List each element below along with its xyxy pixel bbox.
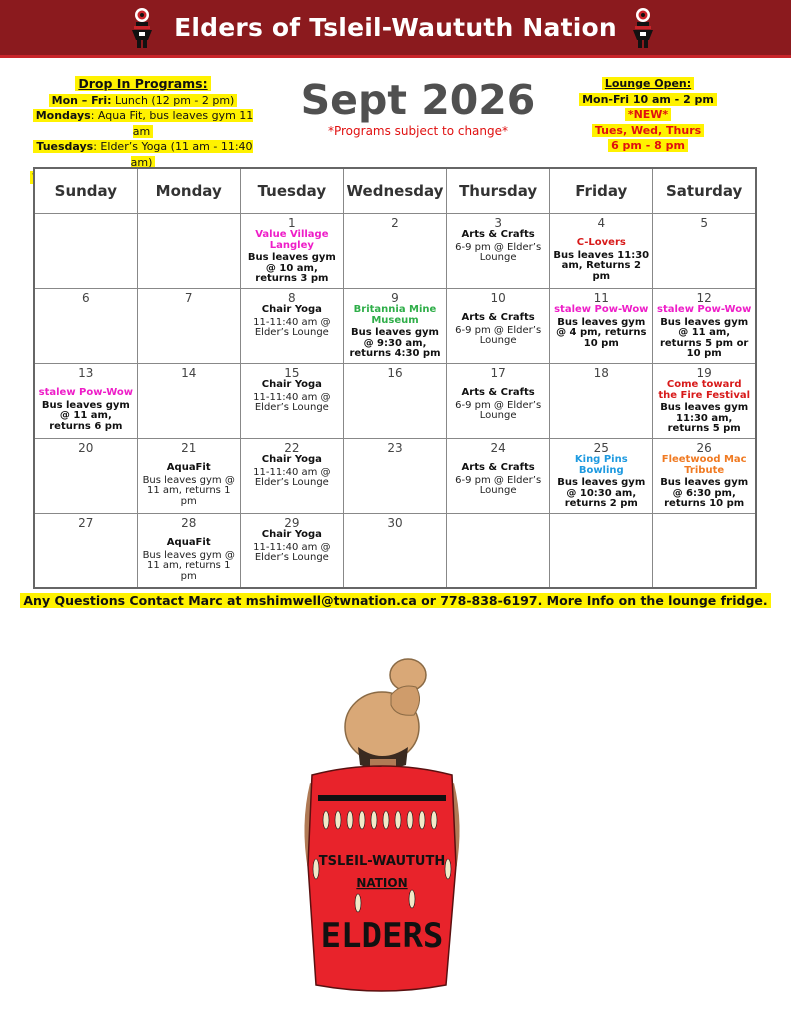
drop-in-label: Tuesdays — [36, 140, 94, 153]
calendar-day-cell — [137, 288, 240, 363]
day-header-saturday: Saturday — [653, 168, 756, 213]
event-detail: 6-9 pm @ Elder’s Lounge — [455, 474, 542, 496]
day-number: 30 — [387, 515, 403, 530]
day-number: 27 — [78, 515, 94, 530]
calendar-day-cell — [240, 288, 343, 363]
event-title: Chair Yoga — [261, 454, 322, 465]
event-title: AquaFit — [166, 462, 211, 473]
calendar-week — [34, 513, 756, 588]
day-number: 10 — [490, 290, 506, 305]
drop-in-label: Mondays — [35, 109, 91, 122]
calendar-day-cell — [137, 513, 240, 588]
event-title: Chair Yoga — [261, 304, 322, 315]
calendar-day-cell — [653, 288, 756, 363]
day-number: 15 — [284, 365, 300, 380]
day-number: 20 — [78, 440, 94, 455]
day-header-friday: Friday — [550, 168, 653, 213]
day-number: 1 — [288, 215, 296, 230]
day-header-sunday: Sunday — [34, 168, 137, 213]
page-title: Elders of Tsleil-Waututh Nation — [174, 13, 617, 42]
day-number: 29 — [284, 515, 300, 530]
event-title: Fleetwood Mac Tribute — [661, 454, 747, 476]
calendar-day-cell — [550, 363, 653, 438]
calendar-day-cell — [343, 438, 446, 513]
calendar-day-cell — [137, 213, 240, 288]
new-days: Tues, Wed, Thurs — [592, 124, 704, 137]
calendar-day-cell — [240, 438, 343, 513]
calendar-week — [34, 213, 756, 288]
event-detail: 11-11:40 am @ Elder’s Lounge — [253, 316, 331, 338]
drop-in-text: Lunch (12 pm - 2 pm) — [111, 93, 235, 107]
event-title: Value Village Langley — [255, 229, 329, 251]
day-number: 24 — [490, 440, 506, 455]
calendar-day-cell — [550, 513, 653, 588]
event-detail: Bus leaves gym @ 11 am, returns 1 pm — [142, 474, 235, 507]
day-number: 23 — [387, 440, 403, 455]
day-number: 8 — [288, 290, 296, 305]
calendar-week — [34, 438, 756, 513]
day-header-monday: Monday — [137, 168, 240, 213]
event-detail: Bus leaves gym @ 10:30 am, returns 2 pm — [557, 477, 646, 509]
event-title: stalew Pow-Wow — [554, 304, 649, 315]
new-label: *NEW* — [625, 108, 671, 121]
event-detail: Bus leaves gym @ 11 am, returns 6 pm — [41, 399, 130, 432]
vest-text-line3: ELDERS — [320, 916, 444, 956]
contact-text: Any Questions Contact Marc at mshimwell@twnation.ca or 778-838-6197. More Info on the lounge fridge. — [20, 593, 770, 608]
calendar-day-cell — [447, 213, 550, 288]
event-title: AquaFit — [166, 537, 211, 548]
event-detail: Bus leaves 11:30 am, Returns 2 pm — [553, 249, 650, 282]
day-number: 18 — [593, 365, 609, 380]
drop-in-label: Mon – Fri: — [51, 93, 112, 107]
event-title: Chair Yoga — [261, 529, 322, 540]
day-number: 9 — [391, 290, 399, 305]
programs-note: *Programs subject to change* — [327, 124, 509, 138]
event-detail: Bus leaves gym @ 4 pm, returns 10 pm — [556, 316, 647, 349]
day-number: 5 — [700, 215, 708, 230]
day-number: 12 — [696, 290, 712, 305]
event-title: stalew Pow-Wow — [38, 387, 133, 398]
event-title: Arts & Crafts — [461, 387, 535, 398]
day-number: 11 — [593, 290, 609, 305]
day-number: 22 — [284, 440, 300, 455]
calendar-day-cell — [447, 288, 550, 363]
calendar-day-cell — [240, 213, 343, 288]
header-banner — [0, 0, 791, 58]
day-number: 19 — [696, 365, 712, 380]
event-title: C-Lovers — [576, 237, 626, 248]
event-detail: 6-9 pm @ Elder’s Lounge — [455, 241, 542, 263]
event-detail: Bus leaves gym @ 9:30 am, returns 4:30 pm — [349, 327, 441, 359]
day-header-wednesday: Wednesday — [343, 168, 446, 213]
event-title: Come toward the Fire Festival — [658, 379, 751, 401]
calendar-day-cell — [137, 363, 240, 438]
day-number: 21 — [181, 440, 197, 455]
day-number: 26 — [696, 440, 712, 455]
day-number: 3 — [494, 215, 502, 230]
calendar-day-cell — [34, 288, 137, 363]
calendar-day-cell — [343, 513, 446, 588]
month-title-block — [295, 76, 541, 138]
calendar-day-cell — [343, 213, 446, 288]
event-title: Arts & Crafts — [461, 462, 535, 473]
event-detail: Bus leaves gym @ 10 am, returns 3 pm — [247, 252, 336, 284]
calendar-week — [34, 363, 756, 438]
drop-in-text: : Elder’s Yoga (11 am - 11:40 am) — [93, 140, 253, 169]
lounge-heading: Lounge Open: — [602, 77, 694, 90]
calendar-day-cell — [343, 288, 446, 363]
calendar-day-cell — [34, 513, 137, 588]
calendar-day-cell — [34, 363, 137, 438]
drop-in-text: : Aqua Fit, bus leaves gym 11 am — [90, 109, 254, 138]
calendar-day-cell — [653, 213, 756, 288]
day-number: 14 — [181, 365, 197, 380]
event-detail: Bus leaves gym @ 11 am, returns 1 pm — [142, 549, 235, 582]
calendar-day-cell — [447, 513, 550, 588]
event-title: Arts & Crafts — [461, 312, 535, 323]
calendar-day-cell — [343, 363, 446, 438]
day-number: 25 — [593, 440, 609, 455]
vest-text-line1: TSLEIL-WAUTUTH — [318, 854, 446, 869]
day-number: 4 — [597, 215, 606, 230]
calendar-day-cell — [550, 288, 653, 363]
contact-footer — [0, 593, 791, 608]
thunderbird-logo-icon — [629, 6, 657, 50]
day-number: 2 — [391, 215, 399, 230]
calendar-day-cell — [653, 438, 756, 513]
event-title: Britannia Mine Museum — [353, 304, 437, 326]
calendar-day-cell — [34, 213, 137, 288]
calendar-day-cell — [447, 438, 550, 513]
event-detail: 11-11:40 am @ Elder’s Lounge — [253, 391, 331, 413]
calendar-day-cell — [137, 438, 240, 513]
vest-text-line2: NATION — [356, 876, 408, 890]
event-title: Chair Yoga — [261, 379, 322, 390]
event-title: Arts & Crafts — [461, 229, 535, 240]
lounge-hours — [575, 76, 721, 154]
event-detail: 11-11:40 am @ Elder’s Lounge — [253, 541, 331, 563]
calendar-day-cell — [550, 438, 653, 513]
lounge-hours-text: Mon-Fri 10 am - 2 pm — [579, 93, 717, 106]
calendar-day-cell — [447, 363, 550, 438]
elder-illustration — [296, 655, 468, 1000]
month-title: Sept 2026 — [300, 76, 536, 124]
drop-in-heading: Drop In Programs: — [75, 76, 210, 91]
day-number: 7 — [184, 290, 193, 305]
calendar-week — [34, 288, 756, 363]
calendar-day-cell — [240, 363, 343, 438]
event-title: King Pins Bowling — [574, 454, 628, 476]
event-detail: Bus leaves gym 11:30 am, returns 5 pm — [660, 402, 749, 434]
vest-band — [318, 795, 446, 801]
thunderbird-logo-icon — [128, 6, 156, 50]
day-number: 28 — [181, 515, 197, 530]
day-header-tuesday: Tuesday — [240, 168, 343, 213]
day-number: 17 — [490, 365, 506, 380]
calendar-day-cell — [240, 513, 343, 588]
event-detail: Bus leaves gym @ 11 am, returns 5 pm or 10 pm — [659, 316, 749, 359]
event-title: stalew Pow-Wow — [657, 304, 752, 315]
day-number: 13 — [78, 365, 94, 380]
event-detail: 6-9 pm @ Elder’s Lounge — [455, 399, 542, 421]
day-number: 6 — [82, 290, 90, 305]
event-detail: 11-11:40 am @ Elder’s Lounge — [253, 466, 331, 488]
event-detail: Bus leaves gym @ 6:30 pm, returns 10 pm — [660, 477, 749, 509]
calendar-day-cell — [550, 213, 653, 288]
day-header-thursday: Thursday — [447, 168, 550, 213]
day-number: 16 — [387, 365, 403, 380]
event-detail: 6-9 pm @ Elder’s Lounge — [455, 324, 542, 346]
calendar-day-cell — [653, 363, 756, 438]
new-hours: 6 pm - 8 pm — [608, 139, 688, 152]
calendar-day-cell — [34, 438, 137, 513]
calendar-day-cell — [653, 513, 756, 588]
hat-crown — [391, 686, 420, 715]
calendar-grid — [33, 167, 757, 589]
